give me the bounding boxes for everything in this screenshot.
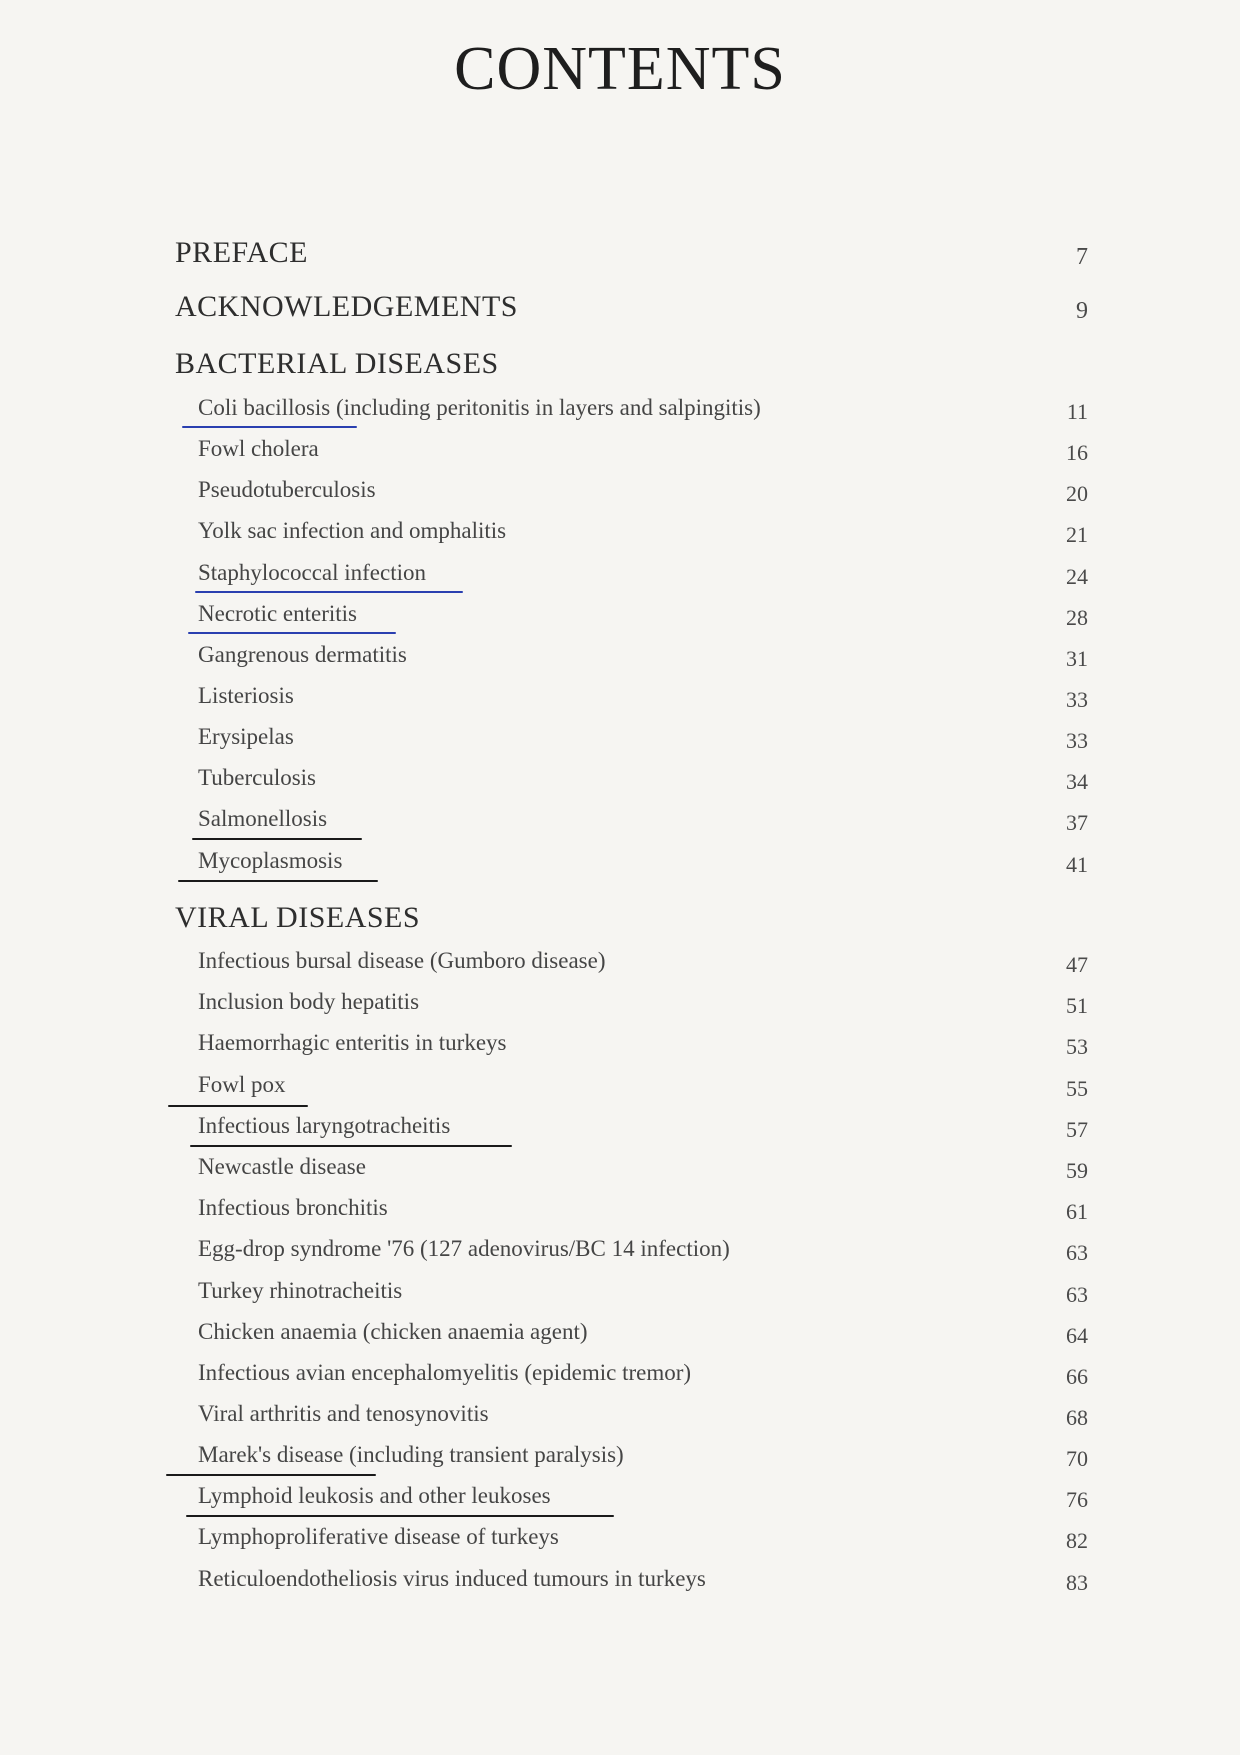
toc-label: Fowl cholera — [198, 436, 319, 461]
toc-label: Marek's disease (including transient paralysis) — [198, 1442, 624, 1467]
toc-page-number: 53 — [1066, 1034, 1088, 1059]
toc-label: Lymphoid leukosis and other leukoses — [198, 1483, 551, 1508]
toc-page-number: 70 — [1066, 1446, 1088, 1471]
toc-label: Listeriosis — [198, 683, 294, 708]
toc-page-number: 59 — [1066, 1158, 1088, 1183]
toc-page-number: 11 — [1066, 399, 1088, 424]
toc-page-number: 33 — [1066, 687, 1088, 712]
section-heading-label: BACTERIAL DISEASES — [175, 347, 499, 380]
toc-label: Infectious laryngotracheitis — [198, 1113, 451, 1138]
toc-entry — [0, 560, 1240, 600]
toc-page-number: 28 — [1066, 605, 1088, 630]
toc-page-number: 37 — [1066, 810, 1088, 835]
toc-page-number: 21 — [1066, 522, 1088, 547]
pen-underline-mark — [168, 1105, 308, 1107]
toc-entry — [0, 1566, 1240, 1606]
page-title: CONTENTS — [454, 35, 786, 103]
toc-label: Viral arthritis and tenosynovitis — [198, 1401, 489, 1426]
toc-entry — [0, 395, 1240, 435]
toc-label: Yolk sac infection and omphalitis — [198, 518, 507, 543]
toc-label: Haemorrhagic enteritis in turkeys — [198, 1030, 507, 1055]
section-heading-bacterial — [0, 347, 1240, 387]
pen-underline-mark — [190, 1145, 512, 1147]
toc-entry — [0, 765, 1240, 805]
toc-page-number: 66 — [1066, 1364, 1088, 1389]
toc-page-number: 64 — [1066, 1323, 1088, 1348]
toc-entry — [0, 806, 1240, 846]
toc-page-number: 83 — [1066, 1570, 1088, 1595]
toc-entry — [0, 1278, 1240, 1318]
toc-label: Infectious bronchitis — [198, 1195, 388, 1220]
toc-label: Coli bacillosis (including peritonitis in layers and salpingitis) — [198, 395, 761, 420]
toc-entry — [0, 1401, 1240, 1441]
toc-entry — [0, 724, 1240, 764]
toc-page-number: 55 — [1066, 1076, 1088, 1101]
toc-page-number: 31 — [1066, 646, 1088, 671]
toc-entry — [0, 848, 1240, 888]
pen-underline-mark — [182, 426, 357, 428]
toc-label: Infectious avian encephalomyelitis (epidemic tremor) — [198, 1360, 692, 1385]
toc-page-number: 24 — [1066, 564, 1088, 589]
toc-entry — [0, 1236, 1240, 1276]
toc-label: PREFACE — [175, 236, 308, 269]
toc-page-number: 68 — [1066, 1405, 1088, 1430]
toc-label: Reticuloendotheliosis virus induced tumours in turkeys — [198, 1566, 706, 1591]
toc-entry — [0, 1524, 1240, 1564]
toc-entry — [0, 601, 1240, 641]
toc-page-number: 9 — [1076, 298, 1088, 324]
toc-label: ACKNOWLEDGEMENTS — [175, 290, 518, 323]
toc-entry — [0, 1483, 1240, 1523]
toc-label: Necrotic enteritis — [198, 601, 358, 626]
toc-entry — [0, 1154, 1240, 1194]
toc-page-number: 20 — [1066, 481, 1088, 506]
toc-label: Newcastle disease — [198, 1154, 366, 1179]
toc-label: Egg-drop syndrome '76 (127 adenovirus/BC 14 infection) — [198, 1236, 730, 1261]
toc-entry — [0, 436, 1240, 476]
toc-entry — [0, 1442, 1240, 1482]
toc-entry — [0, 1319, 1240, 1359]
toc-page-number: 47 — [1066, 952, 1088, 977]
toc-entry — [0, 948, 1240, 988]
toc-entry — [0, 1195, 1240, 1235]
toc-page-number: 34 — [1066, 769, 1088, 794]
toc-label: Chicken anaemia (chicken anaemia agent) — [198, 1319, 588, 1344]
section-heading-label: VIRAL DISEASES — [175, 901, 421, 934]
toc-page-number: 61 — [1066, 1199, 1088, 1224]
toc-label: Mycoplasmosis — [198, 848, 343, 873]
toc-entry — [0, 518, 1240, 558]
pen-underline-mark — [178, 880, 378, 882]
toc-entry — [0, 683, 1240, 723]
toc-page-number: 82 — [1066, 1528, 1088, 1553]
toc-label: Erysipelas — [198, 724, 294, 749]
toc-page-number: 51 — [1066, 993, 1088, 1018]
toc-entry — [0, 642, 1240, 682]
toc-label: Salmonellosis — [198, 806, 328, 831]
toc-page-number: 76 — [1066, 1487, 1088, 1512]
pen-underline-mark — [166, 1474, 376, 1476]
pen-underline-mark — [192, 838, 362, 840]
toc-entry — [0, 477, 1240, 517]
toc-entry — [0, 989, 1240, 1029]
toc-page-number: 7 — [1076, 244, 1088, 270]
pen-underline-mark — [186, 1515, 614, 1517]
toc-entry — [0, 1113, 1240, 1153]
toc-front-matter-acknowledgements — [0, 290, 1240, 330]
toc-front-matter-preface — [0, 236, 1240, 276]
toc-page-number: 41 — [1066, 852, 1088, 877]
toc-label: Staphylococcal infection — [198, 560, 427, 585]
toc-label: Inclusion body hepatitis — [198, 989, 420, 1014]
toc-entry — [0, 1030, 1240, 1070]
toc-label: Infectious bursal disease (Gumboro disease) — [198, 948, 606, 973]
pen-underline-mark — [188, 632, 396, 634]
toc-label: Gangrenous dermatitis — [198, 642, 407, 667]
toc-label: Fowl pox — [198, 1072, 286, 1097]
toc-page-number: 63 — [1066, 1240, 1088, 1265]
toc-label: Lymphoproliferative disease of turkeys — [198, 1524, 559, 1549]
toc-label: Turkey rhinotracheitis — [198, 1278, 403, 1303]
pen-underline-mark — [195, 591, 463, 593]
toc-page-number: 63 — [1066, 1282, 1088, 1307]
toc-label: Tuberculosis — [198, 765, 316, 790]
toc-page-number: 57 — [1066, 1117, 1088, 1142]
section-heading-viral — [0, 901, 1240, 941]
toc-page-number: 16 — [1066, 440, 1088, 465]
toc-entry — [0, 1360, 1240, 1400]
toc-label: Pseudotuberculosis — [198, 477, 376, 502]
toc-page-number: 33 — [1066, 728, 1088, 753]
